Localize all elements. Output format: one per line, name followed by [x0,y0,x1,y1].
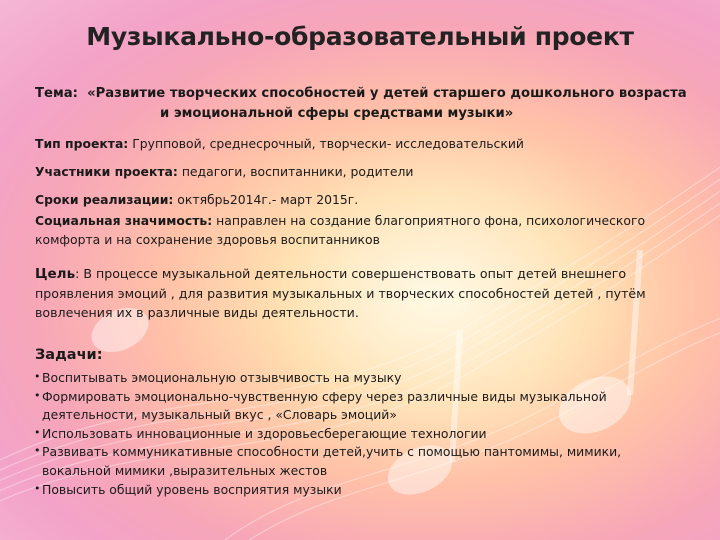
field-social-significance [35,211,695,249]
topic-label: Тема: [35,86,78,101]
field-value: направлен на создание благоприятного фона, психологического [216,213,646,228]
task-text-continued: вокальной мимики ,выразительных жестов [42,462,328,478]
task-text: Повысить общий уровень восприятия музыки [42,481,342,497]
field-participants [35,162,695,181]
task-text: Воспитывать эмоциональную отзывчивость на музыку [42,370,402,385]
field-label: Тип проекта: [35,136,129,151]
field-value: октябрь2014г.- март 2015г. [177,192,359,207]
goal-text-2: проявления эмоций , для развития музыкальных и творческих способностей детей , путём [35,286,646,301]
list-item [35,388,685,425]
list-item [35,443,685,480]
page-title: Музыкально-образовательный проект [86,22,634,51]
field-label: Участники проекта: [35,164,178,179]
topic-line-1: «Развитие творческих способностей у детей старшего дошкольного возраста [87,86,687,101]
list-item [35,369,685,388]
topic-line-2: и эмоциональной сферы средствами музыки» [160,106,514,121]
field-value: Групповой, среднесрочный, творчески- исследовательский [132,136,524,151]
goal-label: Цель [35,266,76,282]
field-value-continued: комфорта и на сохранение здоровья воспитанников [35,232,380,247]
tasks-list [35,369,685,499]
field-value: педагоги, воспитанники, родители [181,164,414,179]
field-dates [35,190,695,209]
field-label: Сроки реализации: [35,192,174,207]
task-text: Формировать эмоционально-чувственную сферу через различные виды музыкальной [42,388,607,404]
task-text: Развивать коммуникативные способности детей,учить с помощью пантомимы, мимики, [42,444,622,460]
project-topic [35,84,705,124]
goal-text: : В процессе музыкальной деятельности совершенствовать опыт детей внешнего [75,266,627,281]
task-text: Использовать инновационные и здоровьесберегающие технологии [42,425,487,441]
tasks-heading: Задачи: [35,347,103,363]
list-item [35,481,685,500]
task-text-continued: деятельности, музыкальный вкус , «Словарь эмоций» [42,407,397,423]
project-goal [35,264,685,322]
goal-text-3: вовлечения их в различные виды деятельности. [35,305,359,320]
list-item [35,425,685,444]
field-label: Социальная значимость: [35,213,213,228]
field-project-type [35,134,695,153]
